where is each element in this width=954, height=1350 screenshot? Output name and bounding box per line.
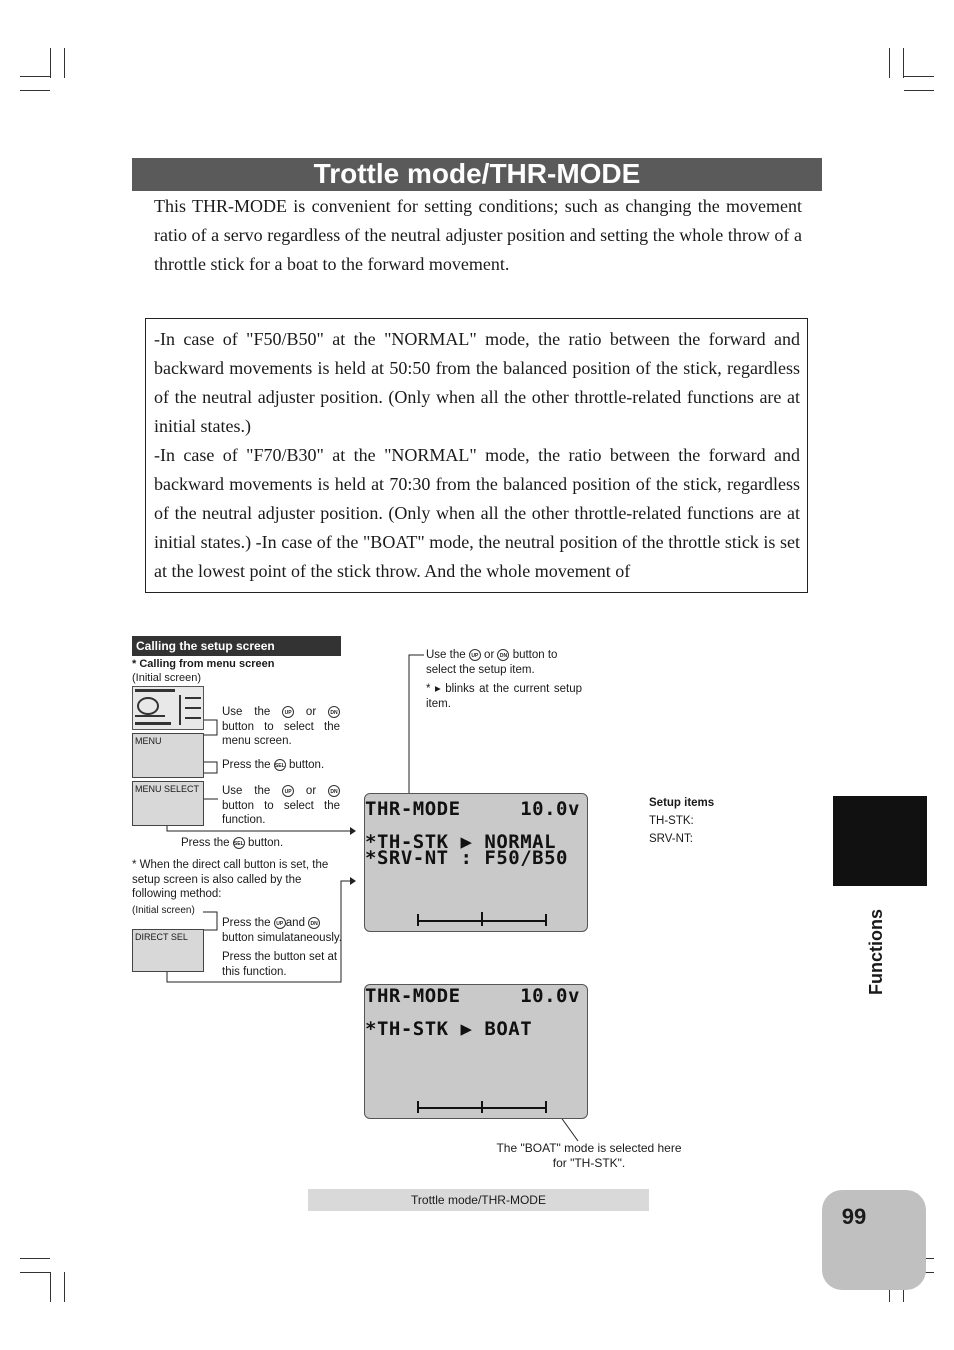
up-button-icon: UP xyxy=(282,785,294,797)
callout-line1: button to select the setup item. xyxy=(426,649,558,676)
lcd1-row3: *SRV-NT : F50/B50 xyxy=(365,847,568,869)
up-button-icon: UP xyxy=(282,706,294,718)
trim-marker xyxy=(545,1101,547,1113)
calling-from-menu: * Calling from menu screen xyxy=(132,658,275,670)
setup-item-srv-nt: SRV-NT: xyxy=(649,833,693,845)
trim-marker xyxy=(545,914,547,926)
setup-item-th-stk: TH-STK: xyxy=(649,815,694,827)
trim-marker xyxy=(481,912,483,926)
trim-marker xyxy=(417,914,419,926)
lcd1-row1: THR-MODE 10.0v xyxy=(365,798,580,820)
press-the-text: Press the xyxy=(181,837,230,849)
and-text: and xyxy=(285,917,305,929)
calling-header: Calling the setup screen xyxy=(132,636,341,656)
page-number: 99 xyxy=(841,1204,867,1229)
trim-marker xyxy=(481,1101,483,1113)
step3-desc: button to select the function. xyxy=(222,799,340,826)
press-sel-text-2 xyxy=(181,836,283,851)
intro-paragraph: This THR-MODE is convenient for setting conditions; such as changing the movement ratio of a servo regardless of the neutral adjuster position and setting the whole throw of a throttle stick for a boat to the forward movement. xyxy=(154,196,802,274)
dn-button-icon: DN xyxy=(308,917,320,929)
direct-sel-label: DIRECT SEL xyxy=(135,932,188,942)
simultaneously-text: button simulataneously. xyxy=(222,931,342,944)
menu-screen xyxy=(132,733,204,778)
or-text: or xyxy=(484,649,495,661)
lcd-screen-boat xyxy=(364,984,588,1119)
dn-button-icon: DN xyxy=(328,785,340,797)
menu-select-label: MENU SELECT xyxy=(135,784,200,794)
step1-text xyxy=(222,705,340,749)
step3-text xyxy=(222,784,340,828)
initial-screen-thumbnail xyxy=(132,686,204,730)
callout-blink-text: blinks at the current setup item. xyxy=(426,683,582,710)
use-the-text: Use the xyxy=(222,706,271,718)
lcd2-row1: THR-MODE 10.0v xyxy=(365,985,580,1007)
setup-items-heading: Setup items xyxy=(649,797,715,809)
dn-button-icon: DN xyxy=(497,649,509,661)
press-button-set-text: Press the button set at this function. xyxy=(222,951,338,978)
note-normal-70: -In case of "F70/B30" at the "NORMAL" mode, the ratio between the forward and backward movements is held at 70:30 from the balanced position of the stick, regardless of the neutral adjuster position. (Only when all the other throttle-related functions are at initial states.) -In case of the "BOAT" mode, the neutral position of the throttle stick is set at the lowest point of the stick throw. And the whole movement of xyxy=(154,445,800,581)
trim-marker xyxy=(417,1101,419,1113)
press-the-text: Press the xyxy=(222,759,271,771)
up-button-icon: UP xyxy=(469,649,481,661)
dn-button-icon: DN xyxy=(328,706,340,718)
lcd-screen-normal xyxy=(364,793,588,932)
press-the-text: Press the xyxy=(222,917,271,929)
note-normal-50: -In case of "F50/B50" at the "NORMAL" mode, the ratio between the forward and backward movements is held at 50:50 from the balanced position of the stick, regardless of the neutral adjuster position. (Only when all the other throttle-related functions are at initial states.) xyxy=(154,329,800,436)
direct-step-text xyxy=(222,916,342,945)
press-sel-desc: button. xyxy=(247,837,284,849)
lcd1-row2: *TH-STK ▶ NORMAL xyxy=(365,831,557,853)
use-the-text: Use the xyxy=(426,649,466,661)
page-title: Trottle mode/THR-MODE xyxy=(313,158,641,189)
or-text: or xyxy=(305,785,317,797)
boat-note: The "BOAT" mode is selected here for "TH-STK". xyxy=(496,1141,682,1170)
direct-call-note: * When the direct call button is set, the setup screen is also called by the following method: xyxy=(132,859,329,900)
menu-screen-label: MENU xyxy=(135,736,162,746)
up-button-icon: UP xyxy=(274,917,286,929)
menu-select-screen xyxy=(132,781,204,826)
section-label-functions: Functions xyxy=(866,909,886,995)
sel-button-icon: SEL xyxy=(274,759,286,771)
section-tab xyxy=(833,796,927,886)
callout-blink: * ▸ blinks at the current setup item. xyxy=(426,683,582,710)
initial-screen-label: (Initial screen) xyxy=(132,672,202,684)
footer-label: Trottle mode/THR-MODE xyxy=(308,1189,649,1211)
cursor-arrow-icon: ▸ xyxy=(434,683,441,695)
initial-screen-label-2: (Initial screen) xyxy=(132,905,195,916)
callout-use-buttons xyxy=(426,648,586,677)
lcd2-row2: *TH-STK ▶ BOAT xyxy=(365,1018,533,1040)
use-the-text: Use the xyxy=(222,785,271,797)
sel-button-icon: SEL xyxy=(233,837,245,849)
direct-sel-screen xyxy=(132,929,204,972)
press-sel-text xyxy=(222,758,324,773)
step1-desc: button to select the menu screen. xyxy=(222,720,340,747)
or-text: or xyxy=(305,706,317,718)
press-sel-desc: button. xyxy=(288,759,325,771)
